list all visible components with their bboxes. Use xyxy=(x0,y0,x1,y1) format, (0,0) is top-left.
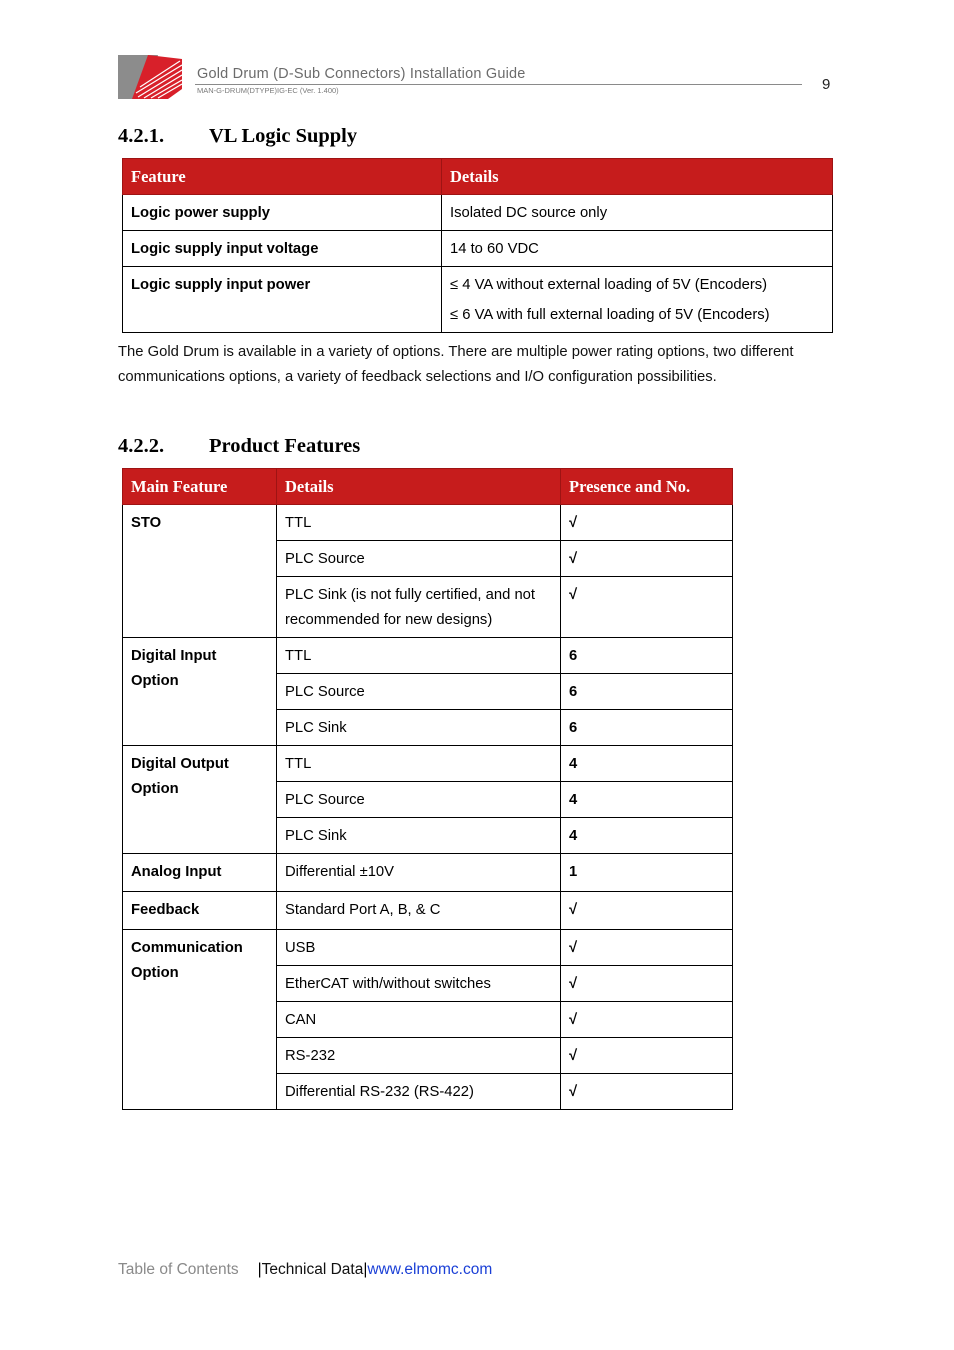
intro-paragraph: The Gold Drum is available in a variety of options. There are multiple power rating options, two different communications options, a variety of feedback selections and I/O configuration possibilities. xyxy=(118,344,794,385)
details-cell: TTL xyxy=(277,505,561,541)
footer-separator: | xyxy=(257,1261,262,1278)
details-cell: PLC Sink xyxy=(277,710,561,746)
column-header-presence: Presence and No. xyxy=(561,469,733,505)
table-header-row xyxy=(123,159,833,195)
presence-cell: √ xyxy=(561,577,733,638)
details-cell: 14 to 60 VDC xyxy=(442,231,833,267)
table-row xyxy=(123,854,733,892)
details-line: ≤ 6 VA with full external loading of 5V (Encoders) xyxy=(450,307,770,323)
table-of-contents-link[interactable]: Table of Contents xyxy=(118,1261,239,1278)
table-row xyxy=(123,930,733,966)
main-feature-cell: Digital Output Option xyxy=(123,746,277,854)
header-divider xyxy=(195,84,802,85)
column-header-details: Details xyxy=(442,159,833,195)
product-features-table xyxy=(122,468,733,1110)
details-cell: PLC Sink xyxy=(277,818,561,854)
details-cell: TTL xyxy=(277,638,561,674)
details-cell: TTL xyxy=(277,746,561,782)
details-cell: EtherCAT with/without switches xyxy=(277,966,561,1002)
presence-cell: √ xyxy=(561,1038,733,1074)
presence-cell: 6 xyxy=(561,638,733,674)
feature-cell: Logic power supply xyxy=(123,195,442,231)
main-feature-cell: Analog Input xyxy=(123,854,277,892)
main-feature-cell: Feedback xyxy=(123,892,277,930)
feature-cell: Logic supply input voltage xyxy=(123,231,442,267)
details-cell: Standard Port A, B, & C xyxy=(277,892,561,930)
presence-cell: √ xyxy=(561,541,733,577)
document-code: MAN-G-DRUM(DTYPE)IG-EC (Ver. 1.400) xyxy=(197,86,339,95)
document-title: Gold Drum (D-Sub Connectors) Installation Guide xyxy=(197,66,526,82)
footer-section-name: Technical Data xyxy=(261,1261,364,1278)
table-row xyxy=(123,195,833,231)
page-footer xyxy=(118,1261,492,1279)
details-cell: PLC Source xyxy=(277,782,561,818)
presence-cell: 4 xyxy=(561,746,733,782)
column-header-details: Details xyxy=(277,469,561,505)
main-feature-cell: STO xyxy=(123,505,277,638)
details-cell xyxy=(442,267,833,333)
details-cell: CAN xyxy=(277,1002,561,1038)
section-number: 4.2.1. xyxy=(118,125,165,147)
main-feature-cell: Communication Option xyxy=(123,930,277,1110)
website-link[interactable]: www.elmomc.com xyxy=(367,1261,493,1278)
presence-cell: √ xyxy=(561,892,733,930)
vl-logic-supply-table xyxy=(122,158,833,333)
details-cell: RS-232 xyxy=(277,1038,561,1074)
presence-cell: √ xyxy=(561,930,733,966)
main-feature-cell: Digital Input Option xyxy=(123,638,277,746)
details-cell: Differential ±10V xyxy=(277,854,561,892)
presence-cell: 6 xyxy=(561,710,733,746)
details-cell: PLC Source xyxy=(277,541,561,577)
details-cell: PLC Source xyxy=(277,674,561,710)
details-line: ≤ 4 VA without external loading of 5V (Encoders) xyxy=(450,277,768,293)
elmo-logo-icon xyxy=(118,53,182,99)
details-cell: PLC Sink (is not fully certified, and not recommended for new designs) xyxy=(277,577,561,638)
table-row xyxy=(123,746,733,782)
presence-cell: √ xyxy=(561,505,733,541)
presence-cell: 4 xyxy=(561,782,733,818)
footer-separator: | xyxy=(363,1261,368,1278)
table-row xyxy=(123,638,733,674)
presence-cell: √ xyxy=(561,966,733,1002)
section-title: VL Logic Supply xyxy=(209,125,358,147)
details-cell: Differential RS-232 (RS-422) xyxy=(277,1074,561,1110)
table-header-row xyxy=(123,469,733,505)
table-row xyxy=(123,231,833,267)
details-cell: USB xyxy=(277,930,561,966)
feature-cell: Logic supply input power xyxy=(123,267,442,333)
table-row xyxy=(123,267,833,333)
details-cell: Isolated DC source only xyxy=(442,195,833,231)
section-title: Product Features xyxy=(209,435,361,457)
column-header-feature: Feature xyxy=(123,159,442,195)
presence-cell: 4 xyxy=(561,818,733,854)
section-heading-product-features xyxy=(118,435,360,458)
table-row xyxy=(123,505,733,541)
section-number: 4.2.2. xyxy=(118,435,165,457)
column-header-main-feature: Main Feature xyxy=(123,469,277,505)
presence-cell: √ xyxy=(561,1002,733,1038)
presence-cell: √ xyxy=(561,1074,733,1110)
presence-cell: 6 xyxy=(561,674,733,710)
table-row xyxy=(123,892,733,930)
page-number: 9 xyxy=(822,76,831,93)
section-heading-vl-logic-supply xyxy=(118,125,357,148)
presence-cell: 1 xyxy=(561,854,733,892)
